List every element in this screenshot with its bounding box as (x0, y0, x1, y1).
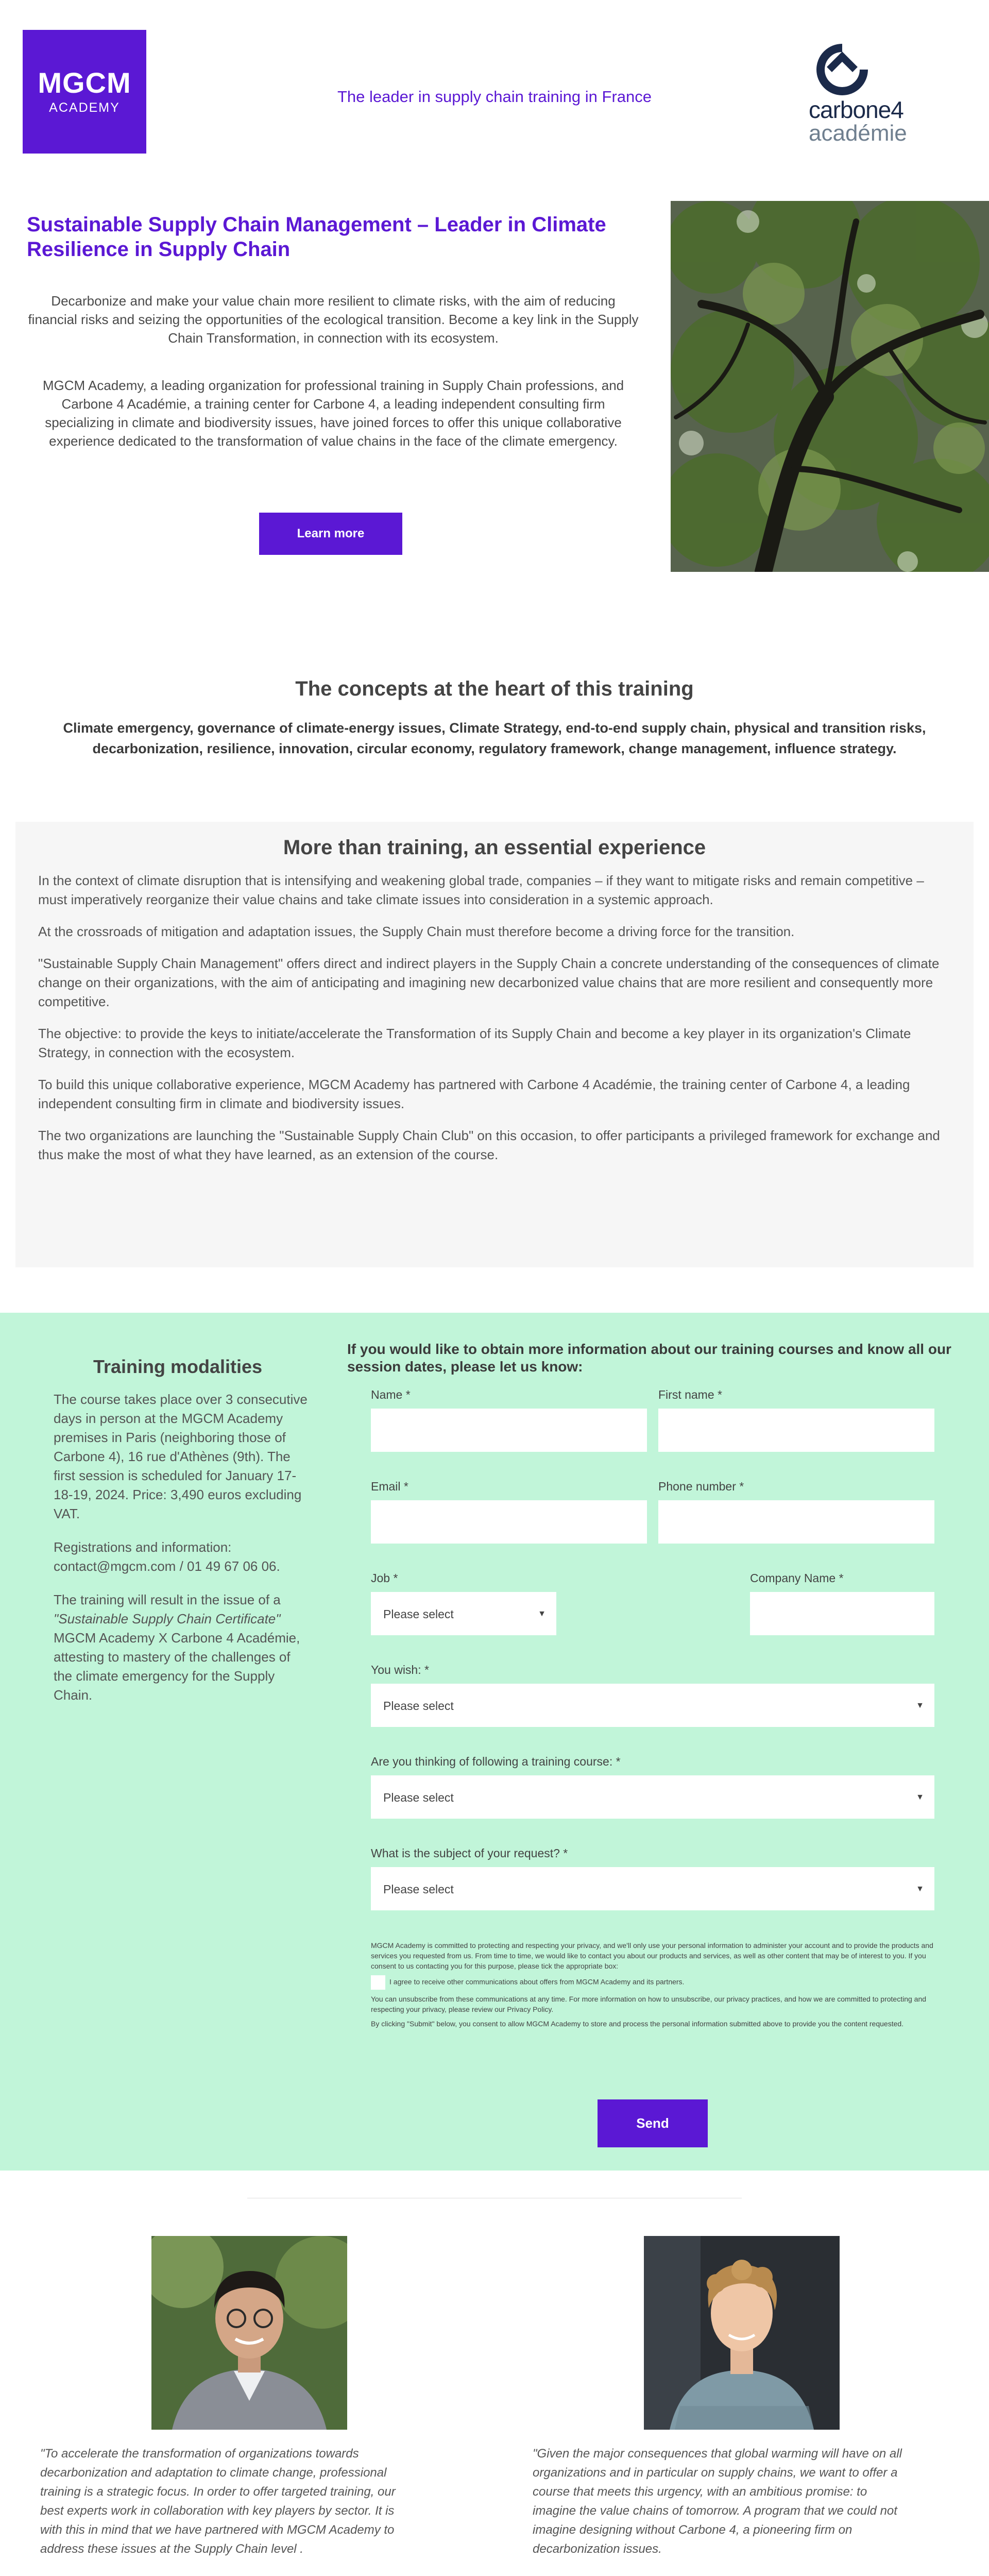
consent-label: I agree to receive other communications about offers from MGCM Academy and its partners. (389, 1977, 685, 1986)
testimonial-quote: "To accelerate the transformation of organizations towards decarbonization and adaptation to climate change, professional training is a strategic focus. In order to offer targeted training, our best experts work in collaboration with key players by sector. It is with this in mind that we have partnered with MGCM Academy to address these issues at the Supply Chain level . (40, 2447, 396, 2556)
course-select-value: Please select (383, 1791, 454, 1804)
phone-label: Phone number * (658, 1480, 744, 1493)
first-name-label: First name * (658, 1388, 722, 1401)
modalities-paragraph: The course takes place over 3 consecutive days in person at the MGCM Academy premises in Paris (neighboring those of Carbone 4), 16 rue d'Athènes (9th). The first session is scheduled for January 17-18-19, 2024. Price: 3,490 euros excluding VAT. (54, 1392, 308, 1521)
alexandre-florentin-photo (151, 2236, 347, 2430)
mgcm-academy-logo[interactable] (23, 30, 146, 154)
modalities-title: Training modalities (93, 1356, 263, 1377)
certificate-name: "Sustainable Supply Chain Certificate" (54, 1611, 281, 1626)
modalities-text-span: The training will result in the issue of a (54, 1592, 281, 1607)
modalities-text-span: MGCM Academy X Carbone 4 Académie, attesting to mastery of the challenges of the climate emergency for the Supply Chain. (54, 1630, 300, 1703)
send-button[interactable]: Send (598, 2099, 708, 2147)
privacy-notice (371, 1940, 937, 2033)
hero-paragraph: Decarbonize and make your value chain more resilient to climate risks, with the aim of reducing financial risks and seizing the opportunities of the ecological transition. Become a key link in the Supply Chain Transformation, in connection with its ecosystem. (28, 293, 639, 346)
experience-title: More than training, an essential experience (283, 836, 706, 859)
job-select[interactable] (371, 1592, 556, 1635)
experience-paragraph: At the crossroads of mitigation and adaptation issues, the Supply Chain must therefore become a driving force for the transition. (38, 924, 795, 939)
testimonial-quote: "Given the major consequences that global warming will have on all organizations and in particular on supply chains, we want to offer a course that meets this urgency, with an ambitious promise: to imagine the value chains of tomorrow. A program that we could not imagine designing without Carbone 4, a pioneering firm on decarbonization issues. (533, 2447, 902, 2556)
partner-logo-line2: académie (809, 121, 907, 146)
first-name-input[interactable] (658, 1409, 934, 1452)
wish-label: You wish: * (371, 1663, 429, 1676)
email-input[interactable] (371, 1500, 647, 1544)
privacy-text: You can unsubscribe from these communications at any time. For more information on how to unsubscribe, our privacy practices, and how we are committed to protecting and respecting your privacy, please review our Privacy Policy. (371, 1995, 927, 2013)
dropdown-arrow-icon: ▼ (916, 1701, 924, 1710)
header-tagline: The leader in supply chain training in France (337, 88, 652, 106)
phone-input[interactable] (658, 1500, 934, 1544)
company-input[interactable] (750, 1592, 934, 1635)
consent-checkbox[interactable] (371, 1975, 385, 1990)
job-select-value: Please select (383, 1607, 454, 1621)
concepts-title: The concepts at the heart of this training (295, 677, 694, 700)
site-header (0, 0, 989, 175)
dropdown-arrow-icon: ▼ (916, 1793, 924, 1802)
experience-paragraph: The two organizations are launching the "Sustainable Supply Chain Club" on this occasion, to offer participants a privileged framework for exchange and thus make the most of what they have learned, as an extension of the course. (38, 1128, 940, 1162)
wish-select-value: Please select (383, 1699, 454, 1713)
wish-select[interactable] (371, 1684, 934, 1727)
partner-logo-line1: carbone4 (809, 96, 903, 123)
privacy-text: MGCM Academy is committed to protecting and respecting your privacy, and we'll only use your personal information to administer your account and to provide the products and services you requested from us. From time to time, we would like to contact you about our products and services, as well as other content that may be of interest to you. If you consent to us contacting you for this purpose, please tick the appropriate box: (371, 1941, 933, 1970)
experience-paragraph: To build this unique collaborative experience, MGCM Academy has partnered with Carbone 4 Académie, the training center of Carbone 4, a leading independent consulting firm in climate and biodiversity issues. (38, 1077, 910, 1111)
experience-paragraph: The objective: to provide the keys to initiate/accelerate the Transformation of its Supply Chain and become a key player in its organization's Climate Strategy, in connection with the ecosystem. (38, 1026, 911, 1060)
privacy-text: By clicking "Submit" below, you consent to allow MGCM Academy to store and process the personal information submitted above to provide you the content requested. (371, 2020, 904, 2028)
dropdown-arrow-icon: ▼ (916, 1885, 924, 1893)
course-select[interactable] (371, 1775, 934, 1819)
subject-select[interactable] (371, 1867, 934, 1910)
logo-line2: ACADEMY (49, 100, 120, 115)
consent-row (371, 1975, 937, 1990)
course-label: Are you thinking of following a training course: * (371, 1755, 621, 1768)
learn-more-button[interactable]: Learn more (259, 513, 402, 555)
logo-line1: MGCM (38, 66, 131, 99)
modalities-text (54, 1390, 311, 1719)
name-label: Name * (371, 1388, 411, 1401)
ghislain-journe-photo (644, 2236, 840, 2430)
hero-paragraph: MGCM Academy, a leading organization for professional training in Supply Chain professions, and Carbone 4 Académie, a training center for Carbone 4, a leading independent consulting firm specializing in climate and biodiversity issues, have joined forces to offer this unique collaborative experience dedicated to the transformation of value chains in the face of the climate emergency. (42, 378, 624, 449)
experience-paragraph: In the context of climate disruption that is intensifying and weakening global trade, companies – if they want to mitigate risks and remain competitive – must imperatively reorganize their value chains and take climate issues into consideration in a systemic approach. (38, 873, 924, 907)
experience-body (38, 871, 955, 1177)
carbone4-mark-icon (814, 44, 871, 95)
carbone4-academie-logo[interactable] (804, 44, 927, 147)
form-intro: If you would like to obtain more information about our training courses and know all our session dates, please let us know: (347, 1341, 951, 1375)
experience-section (15, 822, 974, 1267)
dropdown-arrow-icon: ▼ (538, 1609, 546, 1618)
job-label: Job * (371, 1571, 398, 1585)
subject-label: What is the subject of your request? * (371, 1846, 568, 1860)
name-input[interactable] (371, 1409, 647, 1452)
subject-select-value: Please select (383, 1883, 454, 1896)
experience-paragraph: "Sustainable Supply Chain Management" offers direct and indirect players in the Supply Chain a concrete understanding of the consequences of climate change on their organizations, with the aim of anticipating and imagining new decarbonized value chains that are more resilient and consequently more competitive. (38, 956, 940, 1009)
contact-form-section (0, 1313, 989, 2171)
company-label: Company Name * (750, 1571, 844, 1585)
modalities-paragraph (54, 1590, 311, 1705)
modalities-paragraph: Registrations and information: contact@mgcm.com / 01 49 67 06 06. (54, 1539, 280, 1574)
concepts-text: Climate emergency, governance of climate-energy issues, Climate Strategy, end-to-end supply chain, physical and transition risks, decarbonization, resilience, innovation, circular economy, regulatory framework, change management, influence strategy. (63, 720, 926, 756)
tree-canopy-image (671, 201, 989, 572)
hero-title: Sustainable Supply Chain Management – Leader in Climate Resilience in Supply Chain (27, 213, 606, 261)
email-label: Email * (371, 1480, 408, 1493)
